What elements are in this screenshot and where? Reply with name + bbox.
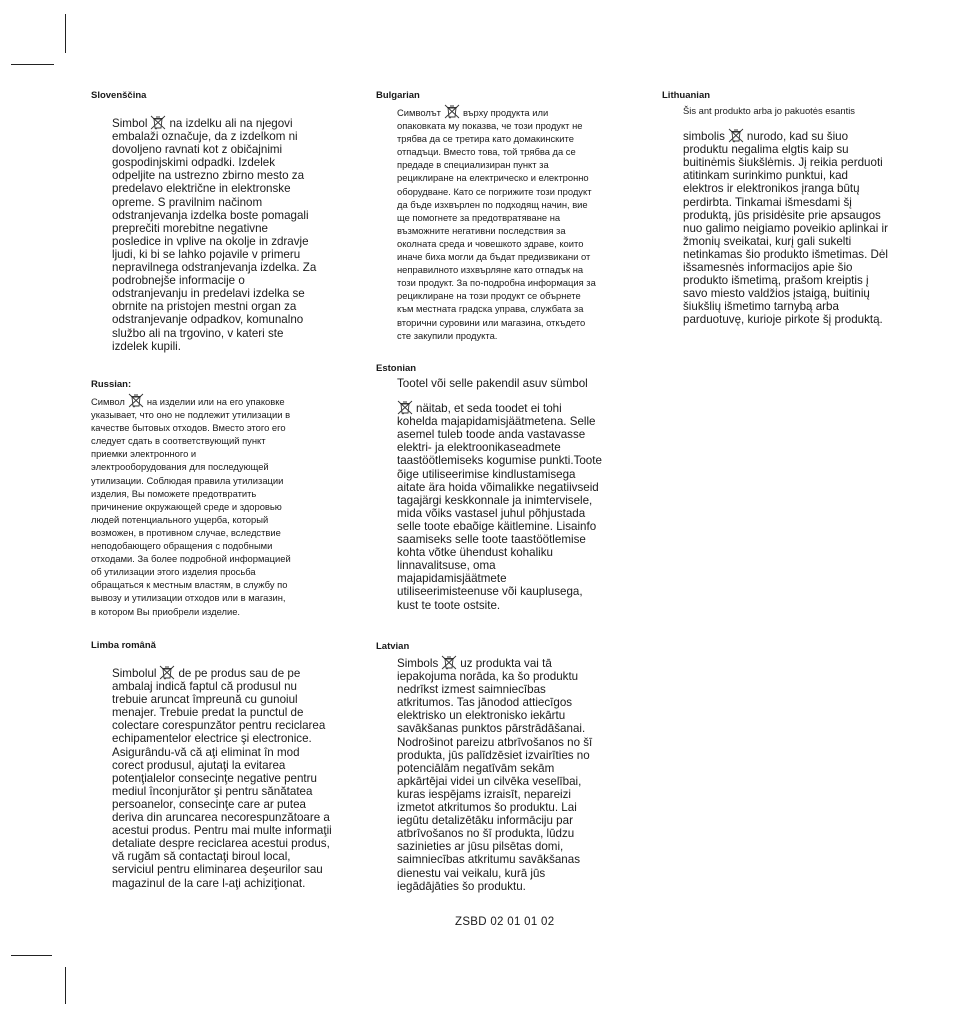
section-slovenian bbox=[91, 90, 361, 353]
crossed-out-wheelie-bin-icon bbox=[159, 665, 175, 680]
section-body: Simbol na izdelku ali na njegovi embalaži označuje, da z izdelkom ni dovoljeno ravnati kot z običajnimi gospodinjskimi odpadki. Izdelek odpeljite na ustrezno zbirno mesto za predelavo električne in elektronske opreme. S pravilnim načinom odstranjevanja izdelka boste pomagali preprečiti morebitne negativne posledice in vplive na okolje in zdravje ljudi, ki bi se lahko pojavile v primeru nepravilnega odstranjevanja izdelka. Za podrobnejše informacije o odstranjevanju in predelavi izdelka se obrnite na pristojen mestni organ za odstranjevanje odpadkov, komunalno službo ali na trgovino, v kateri ste izdelek kupili. bbox=[112, 117, 317, 353]
section-heading: Russian: bbox=[91, 379, 132, 390]
document-code: ZSBD 02 01 01 02 bbox=[455, 916, 555, 928]
crop-mark-bottom-vertical bbox=[65, 967, 66, 1004]
crop-mark-top-horizontal bbox=[11, 64, 54, 65]
section-latvian bbox=[376, 641, 648, 893]
section-body: Символ на изделии или на его упаковке указывает, что оно не подлежит утилизации в качестве бытовых отходов. Вместо этого его следует сдать в соответствующий пункт приемки электронного и электрооборудования для последующей утилизации. Соблюдая правила утилизации изделия, Вы поможете предотвратить причинение окружающей среде и здоровью людей потенциального ущерба, который возможен, в противном случае, вследствие неподобающего обращения с подобными отходами. За более подробной информацией об утилизации этого изделия просьба обращаться к местным властям, в службу по вывозу и утилизации отходов или в магазин, в котором Вы приобрели изделие. bbox=[91, 393, 361, 618]
crossed-out-wheelie-bin-icon bbox=[728, 128, 744, 143]
section-romanian bbox=[91, 640, 366, 890]
section-body: Simbols uz produkta vai tā iepakojuma norāda, ka šo produktu nedrīkst izmest saimniecības atkritumos. Tas jānodod attiecīgos elektrisko un elektronisko iekārtu savākšanas punktos pārstrādāšanai. Nodrošinot pareizu atbrīvošanos no šī produkta, jūs palīdzēsiet izvairīties no potenciālām negatīvām sekām apkārtējai videi un cilvēka veselībai, kuras iespējams izraisīt, nepareizi izmetot atkritumos šo produktu. Lai iegūtu detalizētāku informāciju par atbrīvošanos no šī produkta, lūdzu sazinieties ar jūsu pilsētas domi, saimniecības atkritumu savākšanas dienestu vai veikalu, kurā jūs iegādājāties šo produktu. bbox=[397, 657, 593, 893]
section-heading: Latvian bbox=[376, 641, 410, 652]
section-body: simbolis nurodo, kad su šiuo produktu negalima elgtis kaip su buitinėmis šiukšlėmis. Jį reikia perduoti atitinkam surinkimo punktui, kad elektros ir elektronikos įranga būtų perdirbta. Tinkamai išmesdami šį produktą, jūs prisidėsite prie apsaugos nuo galimo neigiamo poveikio aplinkai ir žmonių sveikatai, kurį gali sukelti netinkamas šio produkto išmetimas. Dėl išsamesnės informacijos apie šio produkto išmetimą, prašom kreiptis į savo miesto valdžios įstaigą, buitinių šiukšlių išmetimo tarnybą arba parduotuvę, kurioje pirkote šį produktą. bbox=[683, 130, 888, 327]
section-estonian bbox=[376, 363, 648, 612]
section-body: Simbolul de pe produs sau de pe ambalaj indică faptul că produsul nu trebuie aruncat împreună cu gunoiul menajer. Trebuie predat la punctul de colectare corespunzător pentru reciclarea echipamentelor electrice şi electronice. Asigurându-vă că aţi eliminat în mod corect produsul, ajutaţi la evitarea potenţialelor consecinţe negative pentru mediul înconjurător şi pentru sănătatea persoanelor, consecinţe care ar putea deriva din aruncarea necorespunzătoare a acestui produs. Pentru mai multe informaţii detaliate despre reciclarea acestui produs, vă rugăm să contactaţi biroul local, serviciul pentru eliminarea deşeurilor sau magazinul de la care l-aţi achiziţionat. bbox=[112, 667, 332, 890]
section-lithuanian bbox=[662, 90, 934, 327]
section-russian bbox=[91, 379, 361, 618]
section-intro: Šis ant produkto arba jo pakuotės esantis bbox=[683, 105, 855, 116]
section-heading: Bulgarian bbox=[376, 90, 420, 101]
crossed-out-wheelie-bin-icon bbox=[444, 104, 460, 119]
crossed-out-wheelie-bin-icon bbox=[397, 400, 413, 415]
section-heading: Lithuanian bbox=[662, 90, 711, 101]
section-heading: Slovenščina bbox=[91, 90, 147, 101]
crossed-out-wheelie-bin-icon bbox=[150, 115, 166, 130]
section-body: Символът върху продукта или опаковката му показва, че този продукт не трябва да се третира като домакинските отпадъци. Вместо това, той трябва да се предаде в специализиран пункт за рециклиране на електрическо и електронно оборудване. Като се погрижите този продукт да бъде изхвърлен по подходящ начин, вие ще помогнете за предотвратяване на възможните негативни последствия за околната среда и човешкото здраве, които иначе биха могли да бъдат предизвикани от неправилното изхвърляне като отпадък на този продукт. За по-подробна информация за рециклиране на този продукт се обърнете към местната градска управа, службата за вторични суровини или магазина, откъдето сте закупили продукта. bbox=[376, 104, 648, 342]
section-body: Tootel või selle pakendil asuv sümbol näitab, et seda toodet ei tohi kohelda majapidamisjäätmetena. Selle asemel tuleb toode anda vastavasse elektri- ja elektroonikaseadmete taastöötlemiseks kogumise punkti.Toote õige utiliseerimise kindlustamisega aitate ära hoida võimalikke negatiivseid tagajärgi keskkonnale ja inimtervisele, mida võiks vastasel juhul põhjustada selle toote ebaõige käitlemine. Lisainfo saamiseks selle toote taastöötlemise kohta võtke ühendust kohaliku linnavalitsuse, oma majapidamisjäätmete utiliseerimisteenuse või kauplusega, kust te toote ostsite. bbox=[397, 377, 602, 612]
section-bulgarian bbox=[376, 90, 648, 342]
crop-mark-top-vertical bbox=[65, 14, 66, 53]
crossed-out-wheelie-bin-icon bbox=[441, 655, 457, 670]
crossed-out-wheelie-bin-icon bbox=[128, 393, 144, 408]
section-heading: Limba română bbox=[91, 640, 156, 651]
crop-mark-bottom-horizontal bbox=[11, 955, 52, 956]
section-heading: Estonian bbox=[376, 363, 417, 374]
